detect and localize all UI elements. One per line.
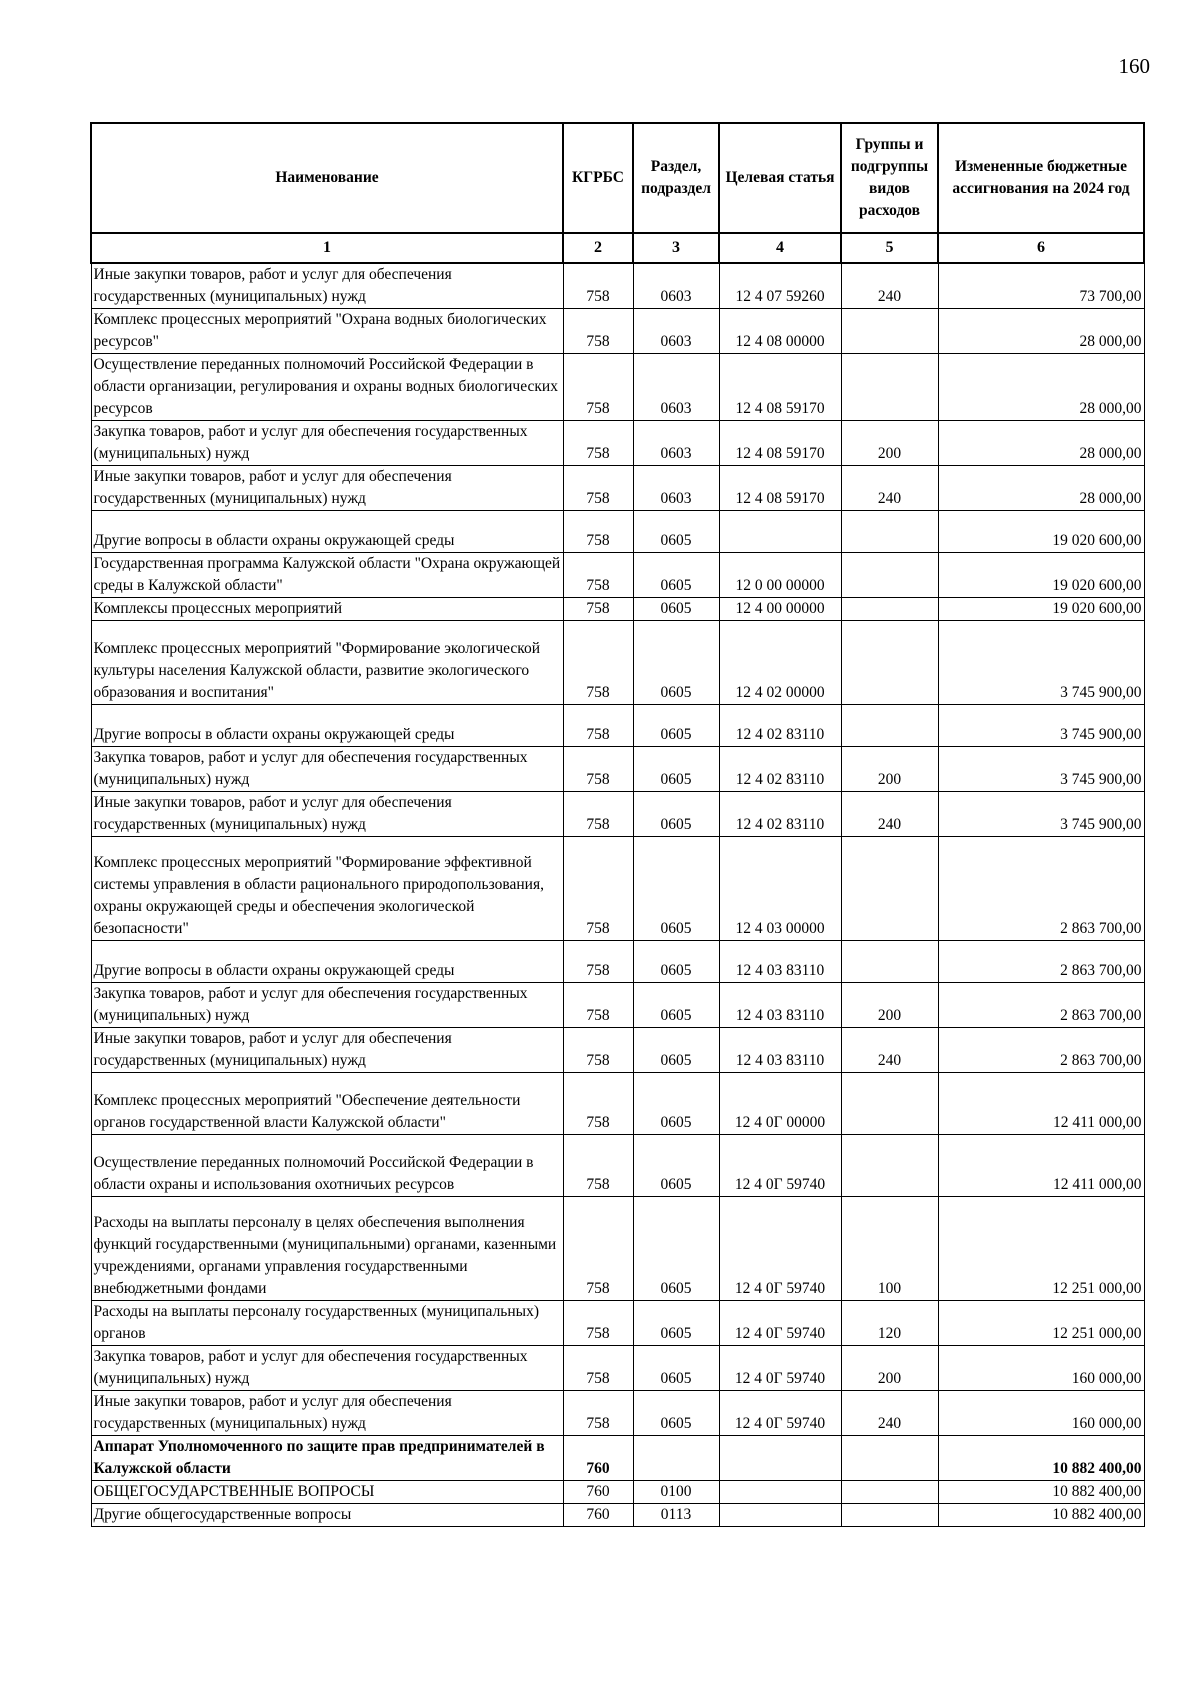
row-expense-group: 240 [841, 792, 938, 837]
table-row [91, 1197, 1144, 1301]
row-name: Комплекс процессных мероприятий "Обеспечение деятельности органов государственной власти Калужской области" [91, 1073, 563, 1135]
row-name: Другие общегосударственные вопросы [91, 1504, 563, 1527]
row-kgrbs: 758 [563, 598, 633, 621]
row-kgrbs: 758 [563, 705, 633, 747]
row-kgrbs: 758 [563, 1301, 633, 1346]
row-budget-sum: 10 882 400,00 [938, 1504, 1144, 1527]
row-expense-group [841, 1481, 938, 1504]
row-kgrbs: 758 [563, 1135, 633, 1197]
row-budget-sum: 10 882 400,00 [938, 1436, 1144, 1481]
row-razdel: 0605 [633, 1073, 719, 1135]
row-razdel: 0603 [633, 354, 719, 421]
row-kgrbs: 758 [563, 621, 633, 705]
row-razdel: 0605 [633, 705, 719, 747]
row-target-article: 12 4 00 00000 [719, 598, 841, 621]
row-name: Государственная программа Калужской области "Охрана окружающей среды в Калужской области" [91, 553, 563, 598]
row-razdel: 0605 [633, 792, 719, 837]
row-razdel: 0113 [633, 1504, 719, 1527]
table-row [91, 1135, 1144, 1197]
row-target-article: 12 4 0Г 00000 [719, 1073, 841, 1135]
row-name: Расходы на выплаты персоналу в целях обеспечения выполнения функций государственными (муниципальными) органами, казенными учреждениями, органами управления государственными внебюджетными фондами [91, 1197, 563, 1301]
table-row [91, 354, 1144, 421]
row-target-article [719, 1504, 841, 1527]
row-name: Аппарат Уполномоченного по защите прав предпринимателей в Калужской области [91, 1436, 563, 1481]
row-razdel: 0605 [633, 747, 719, 792]
table-row [91, 553, 1144, 598]
row-kgrbs: 758 [563, 983, 633, 1028]
row-razdel: 0605 [633, 1301, 719, 1346]
row-razdel: 0605 [633, 1346, 719, 1391]
row-name: Комплекс процессных мероприятий "Формирование эффективной системы управления в области рационального природопользования, охраны окружающей среды и обеспечения экологической безопасности" [91, 837, 563, 941]
row-kgrbs: 758 [563, 263, 633, 309]
row-name: Комплекс процессных мероприятий "Формирование экологической культуры населения Калужской области, развитие экологического образования и воспитания" [91, 621, 563, 705]
row-name: ОБЩЕГОСУДАРСТВЕННЫЕ ВОПРОСЫ [91, 1481, 563, 1504]
row-razdel [633, 1436, 719, 1481]
row-expense-group: 100 [841, 1197, 938, 1301]
row-kgrbs: 758 [563, 1028, 633, 1073]
row-target-article: 12 4 08 59170 [719, 354, 841, 421]
row-budget-sum: 73 700,00 [938, 263, 1144, 309]
table-row [91, 466, 1144, 511]
row-expense-group [841, 354, 938, 421]
row-budget-sum: 2 863 700,00 [938, 941, 1144, 983]
row-kgrbs: 758 [563, 792, 633, 837]
table-row [91, 747, 1144, 792]
budget-table [90, 122, 1145, 1527]
row-budget-sum: 160 000,00 [938, 1391, 1144, 1436]
table-row [91, 621, 1144, 705]
row-expense-group [841, 1135, 938, 1197]
row-expense-group: 200 [841, 1346, 938, 1391]
row-target-article: 12 4 02 00000 [719, 621, 841, 705]
row-target-article: 12 4 08 00000 [719, 309, 841, 354]
row-name: Иные закупки товаров, работ и услуг для обеспечения государственных (муниципальных) нужд [91, 263, 563, 309]
row-name: Иные закупки товаров, работ и услуг для обеспечения государственных (муниципальных) нужд [91, 1391, 563, 1436]
row-kgrbs: 758 [563, 941, 633, 983]
row-name: Закупка товаров, работ и услуг для обеспечения государственных (муниципальных) нужд [91, 983, 563, 1028]
row-budget-sum: 19 020 600,00 [938, 598, 1144, 621]
row-target-article: 12 4 0Г 59740 [719, 1301, 841, 1346]
row-target-article: 12 4 02 83110 [719, 792, 841, 837]
row-target-article [719, 511, 841, 553]
header-num-1: 1 [91, 233, 563, 263]
header-budget-sum: Измененные бюджетные ассигнования на 2024 год [938, 123, 1144, 233]
row-budget-sum: 28 000,00 [938, 309, 1144, 354]
row-razdel: 0605 [633, 983, 719, 1028]
row-expense-group [841, 309, 938, 354]
row-budget-sum: 28 000,00 [938, 466, 1144, 511]
table-row [91, 837, 1144, 941]
row-kgrbs: 758 [563, 421, 633, 466]
row-budget-sum: 3 745 900,00 [938, 621, 1144, 705]
row-razdel: 0605 [633, 1135, 719, 1197]
header-num-5: 5 [841, 233, 938, 263]
row-razdel: 0605 [633, 598, 719, 621]
header-num-4: 4 [719, 233, 841, 263]
row-name: Расходы на выплаты персоналу государственных (муниципальных) органов [91, 1301, 563, 1346]
row-budget-sum: 12 251 000,00 [938, 1301, 1144, 1346]
header-razdel: Раздел, подраздел [633, 123, 719, 233]
table-row [91, 983, 1144, 1028]
row-kgrbs: 758 [563, 1073, 633, 1135]
table-row [91, 1391, 1144, 1436]
row-kgrbs: 758 [563, 1197, 633, 1301]
row-name: Комплекс процессных мероприятий "Охрана водных биологических ресурсов" [91, 309, 563, 354]
row-expense-group: 200 [841, 747, 938, 792]
row-expense-group [841, 941, 938, 983]
table-row [91, 1504, 1144, 1527]
row-razdel: 0605 [633, 1391, 719, 1436]
row-razdel: 0603 [633, 309, 719, 354]
row-razdel: 0605 [633, 553, 719, 598]
row-target-article: 12 4 0Г 59740 [719, 1135, 841, 1197]
row-expense-group: 240 [841, 1391, 938, 1436]
header-expense-groups: Группы и подгруппы видов расходов [841, 123, 938, 233]
row-target-article [719, 1481, 841, 1504]
row-expense-group [841, 1436, 938, 1481]
row-budget-sum: 3 745 900,00 [938, 792, 1144, 837]
table-row [91, 309, 1144, 354]
row-expense-group: 200 [841, 983, 938, 1028]
row-target-article: 12 4 0Г 59740 [719, 1346, 841, 1391]
row-name: Комплексы процессных мероприятий [91, 598, 563, 621]
row-target-article: 12 4 03 83110 [719, 983, 841, 1028]
header-kgrbs: КГРБС [563, 123, 633, 233]
row-budget-sum: 3 745 900,00 [938, 747, 1144, 792]
row-budget-sum: 12 411 000,00 [938, 1073, 1144, 1135]
row-expense-group [841, 1504, 938, 1527]
row-kgrbs: 758 [563, 1346, 633, 1391]
header-name: Наименование [91, 123, 563, 233]
row-kgrbs: 760 [563, 1481, 633, 1504]
row-name: Осуществление переданных полномочий Российской Федерации в области охраны и использования охотничьих ресурсов [91, 1135, 563, 1197]
row-name: Другие вопросы в области охраны окружающей среды [91, 941, 563, 983]
row-kgrbs: 760 [563, 1436, 633, 1481]
header-num-6: 6 [938, 233, 1144, 263]
row-expense-group [841, 705, 938, 747]
row-budget-sum: 2 863 700,00 [938, 1028, 1144, 1073]
row-kgrbs: 758 [563, 354, 633, 421]
row-budget-sum: 28 000,00 [938, 354, 1144, 421]
row-name: Закупка товаров, работ и услуг для обеспечения государственных (муниципальных) нужд [91, 421, 563, 466]
row-expense-group [841, 621, 938, 705]
page-number: 160 [1118, 54, 1150, 78]
row-target-article: 12 4 02 83110 [719, 747, 841, 792]
row-expense-group [841, 1073, 938, 1135]
table-row [91, 421, 1144, 466]
row-budget-sum: 2 863 700,00 [938, 837, 1144, 941]
table-row [91, 705, 1144, 747]
table-row [91, 941, 1144, 983]
row-expense-group [841, 837, 938, 941]
row-target-article [719, 1436, 841, 1481]
row-budget-sum: 2 863 700,00 [938, 983, 1144, 1028]
row-razdel: 0605 [633, 1197, 719, 1301]
row-kgrbs: 758 [563, 747, 633, 792]
row-razdel: 0100 [633, 1481, 719, 1504]
row-target-article: 12 4 0Г 59740 [719, 1391, 841, 1436]
row-expense-group: 240 [841, 466, 938, 511]
row-target-article: 12 4 02 83110 [719, 705, 841, 747]
table-row [91, 792, 1144, 837]
row-target-article: 12 4 0Г 59740 [719, 1197, 841, 1301]
row-budget-sum: 12 251 000,00 [938, 1197, 1144, 1301]
row-razdel: 0605 [633, 511, 719, 553]
row-target-article: 12 4 03 83110 [719, 941, 841, 983]
row-target-article: 12 4 03 83110 [719, 1028, 841, 1073]
row-name: Иные закупки товаров, работ и услуг для обеспечения государственных (муниципальных) нужд [91, 1028, 563, 1073]
row-name: Закупка товаров, работ и услуг для обеспечения государственных (муниципальных) нужд [91, 747, 563, 792]
row-target-article: 12 4 03 00000 [719, 837, 841, 941]
row-razdel: 0603 [633, 466, 719, 511]
row-kgrbs: 758 [563, 511, 633, 553]
row-name: Другие вопросы в области охраны окружающей среды [91, 511, 563, 553]
header-num-2: 2 [563, 233, 633, 263]
row-expense-group: 200 [841, 421, 938, 466]
row-kgrbs: 760 [563, 1504, 633, 1527]
table-row [91, 1028, 1144, 1073]
row-razdel: 0605 [633, 1028, 719, 1073]
row-budget-sum: 160 000,00 [938, 1346, 1144, 1391]
row-razdel: 0603 [633, 263, 719, 309]
table-header [91, 123, 1144, 263]
table-row [91, 1073, 1144, 1135]
table-row [91, 1301, 1144, 1346]
row-budget-sum: 28 000,00 [938, 421, 1144, 466]
row-expense-group: 240 [841, 263, 938, 309]
row-expense-group [841, 553, 938, 598]
header-target-article: Целевая статья [719, 123, 841, 233]
row-budget-sum: 19 020 600,00 [938, 553, 1144, 598]
row-target-article: 12 4 08 59170 [719, 421, 841, 466]
row-name: Другие вопросы в области охраны окружающей среды [91, 705, 563, 747]
row-name: Иные закупки товаров, работ и услуг для обеспечения государственных (муниципальных) нужд [91, 792, 563, 837]
row-budget-sum: 10 882 400,00 [938, 1481, 1144, 1504]
row-razdel: 0603 [633, 421, 719, 466]
row-budget-sum: 12 411 000,00 [938, 1135, 1144, 1197]
row-razdel: 0605 [633, 837, 719, 941]
row-name: Осуществление переданных полномочий Российской Федерации в области организации, регулирования и охраны водных биологических ресурсов [91, 354, 563, 421]
row-kgrbs: 758 [563, 309, 633, 354]
table-row [91, 263, 1144, 309]
row-razdel: 0605 [633, 941, 719, 983]
row-razdel: 0605 [633, 621, 719, 705]
row-budget-sum: 19 020 600,00 [938, 511, 1144, 553]
table-row [91, 1346, 1144, 1391]
row-kgrbs: 758 [563, 466, 633, 511]
table-row [91, 511, 1144, 553]
row-expense-group [841, 598, 938, 621]
row-target-article: 12 4 08 59170 [719, 466, 841, 511]
table-body [91, 263, 1144, 1527]
row-name: Иные закупки товаров, работ и услуг для обеспечения государственных (муниципальных) нужд [91, 466, 563, 511]
table-row [91, 1436, 1144, 1481]
row-target-article: 12 0 00 00000 [719, 553, 841, 598]
row-target-article: 12 4 07 59260 [719, 263, 841, 309]
row-expense-group: 240 [841, 1028, 938, 1073]
row-budget-sum: 3 745 900,00 [938, 705, 1144, 747]
row-name: Закупка товаров, работ и услуг для обеспечения государственных (муниципальных) нужд [91, 1346, 563, 1391]
table-row [91, 598, 1144, 621]
header-num-3: 3 [633, 233, 719, 263]
row-kgrbs: 758 [563, 837, 633, 941]
row-kgrbs: 758 [563, 1391, 633, 1436]
row-expense-group [841, 511, 938, 553]
row-kgrbs: 758 [563, 553, 633, 598]
table-row [91, 1481, 1144, 1504]
row-expense-group: 120 [841, 1301, 938, 1346]
